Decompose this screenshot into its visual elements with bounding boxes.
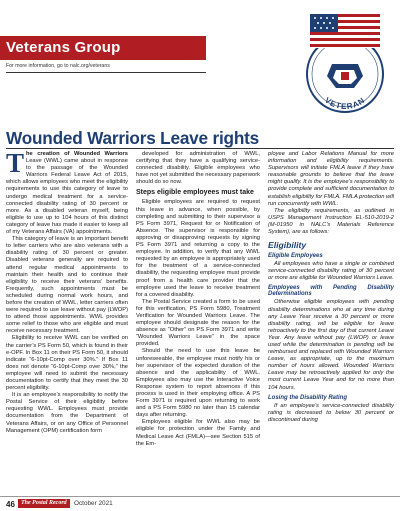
drop-cap: T bbox=[6, 151, 25, 178]
subheading-eligible-employees: Eligible Employees bbox=[268, 253, 323, 260]
paragraph-text: Leave (WWL) came about in response to the passage of the Wounded Warriors Federal Leave Act of 2015, which allows employees who meet the eligibility requirements to use this category of leave to undergo medical treatment for a service-connected disability rating of 30 percent or more. As a disabled veteran myself, being eligible to use up to 104 hours of this distinct category of leave has made it easier to keep all of my Veterans Affairs (VA) appointments. bbox=[6, 158, 128, 236]
page-number: 46 bbox=[6, 500, 15, 509]
article-paragraph: Eligible employees are required to request this leave in advance, when possible, by completing and submitting to their supervisor a PS Form 3971, Request for or Notification of Absence. The supervisor is responsible for approving or disapproving requests by signing PS Form 3971 and returning a copy to the employee. In addition, to verify that any WWL requested by an employee is appropriately used for the treatment of a service-connected disability, the requesting employee must provide proof from a health care provider that the employee used the leave to receive treatment for a covered disability. bbox=[136, 199, 260, 298]
lead-text: he creation of Wounded Warriors bbox=[26, 151, 128, 157]
article-column-2 bbox=[136, 151, 260, 491]
section-rule bbox=[6, 72, 206, 73]
section-subtitle: For more information, go to nalc.org/veterans bbox=[6, 63, 110, 69]
article-paragraph: It is an employee’s responsibility to notify the Postal Service of their eligibility before requesting WWL. Employees must provide documentation from the Department of Veterans Affairs, or on any Office of Personnel Management (OPM) certification form bbox=[6, 392, 128, 434]
issue-date: October 2021 bbox=[74, 500, 113, 507]
article-paragraph: All employees who have a single or combined service-connected disability rating of 30 percent or more are eligible for Wounded Warriors Leave. bbox=[268, 261, 394, 282]
eligibility-heading: Eligibility bbox=[268, 240, 307, 251]
subheading-pending-determinations: Employees with Pending Disability Determinations bbox=[268, 285, 394, 298]
article-paragraph: Eligibility to receive WWL can be verified on the carrier’s PS Form 50, which is found in their e-OPF. In Box 11 on their PS Form 50, it should indicate “6-10pt-Comp over 30%.” If Box 11 does not denote “6-10pt-Comp over 30%,” the employee will need to submit the necessary documentation to certify that they meet the 30 percent eligibility. bbox=[6, 335, 128, 392]
section-title: Veterans Group bbox=[0, 36, 206, 60]
headline-rule bbox=[6, 148, 394, 149]
article-paragraph bbox=[6, 151, 128, 236]
article-paragraph: ployee and Labor Relations Manual for more information and eligibility requirements. Supervisors will initiate FMLA leave if they have reasonable grounds to believe that the leave might qualify. It is the employee’s responsibility to provide complete and sufficient documentation to establish eligibility for FMLA. FMLA protection will run concurrently with WWL. bbox=[268, 151, 394, 207]
article-paragraph: The Postal Service created a form to be used for this verification, PS Form 5980, Treatment Verification for Wounded Warriors Leave. The employee should designate the reason for the absence as “Other” on PS Form 3971 and write “Wounded Warriors Leave” in the space provided. bbox=[136, 298, 260, 348]
logo-text: VETERAN bbox=[323, 95, 367, 112]
article-paragraph: This category of leave is an important benefit to letter carriers who are also veterans with a disability rating of 30 percent or greater. Disabled veterans generally are required to attend regular medical appointments to maintain their health and to continue their eligibility to receive their veterans’ benefits. Frequently, such appointments must be scheduled during normal work hours, and before the creation of WWL, letter carriers often were required to use leave without pay (LWOP) to attend those appointments. WWL provides some relief to those who are eligible and must receive necessary treatment. bbox=[6, 236, 128, 335]
article-paragraph: Employees eligible for WWL also may be eligible for protection under the Family and Medical Leave Act (FMLA)—see Section 515 of the Em- bbox=[136, 419, 260, 447]
article-column-3 bbox=[268, 151, 394, 491]
publication-badge: The Postal Record bbox=[18, 499, 70, 508]
footer-rule bbox=[0, 496, 400, 497]
subheading-losing-rating: Losing the Disability Rating bbox=[268, 394, 348, 401]
article-paragraph: If an employee’s service-connected disability rating is decreased to below 30 percent or discontinued during bbox=[268, 402, 394, 423]
article-paragraph: Should the need to use this leave be unforeseeable, the employee must notify his or her supervisor of the expected duration of the absence and the applicability of WWL. Employees also may use the Interactive Voice Response system to report absences if this process is used in their employing office. A PS Form 3971 is required upon returning to work and a PS Form 5980 no later than 15 calendar days after returning. bbox=[136, 348, 260, 419]
article-paragraph: developed for administration of WWL, certifying that they have a qualifying service-connected disability. Eligible employees who have not yet submitted the necessary paperwork should do so now. bbox=[136, 151, 260, 186]
article-paragraph: Otherwise eligible employees with pending disability determinations who at any time during any Leave Year receive a 30 percent or more disability rating, will be eligible for leave retroactively to the first day of that current Leave Year. Any leave without pay (LWOP) or leave used while the determination is pending will be reimbursed and replaced with Wounded Warriors Leave, as appropriate, up to the maximum number of hours allowed. Wounded Warriors Leave may be retroactively applied for only the most current Leave Year and for no more than 104 hours. bbox=[268, 299, 394, 391]
article-column-1 bbox=[6, 151, 128, 491]
article-headline: Wounded Warriors Leave rights bbox=[6, 128, 260, 148]
article-paragraph: The eligibility requirements, as outlined in USPS Management Instruction EL-510-2019-2 (M-01950 in NALC’s Materials Reference System), are as follows: bbox=[268, 207, 394, 236]
section-heading: Steps eligible employees must take bbox=[136, 189, 254, 197]
veteran-logo bbox=[296, 8, 394, 120]
